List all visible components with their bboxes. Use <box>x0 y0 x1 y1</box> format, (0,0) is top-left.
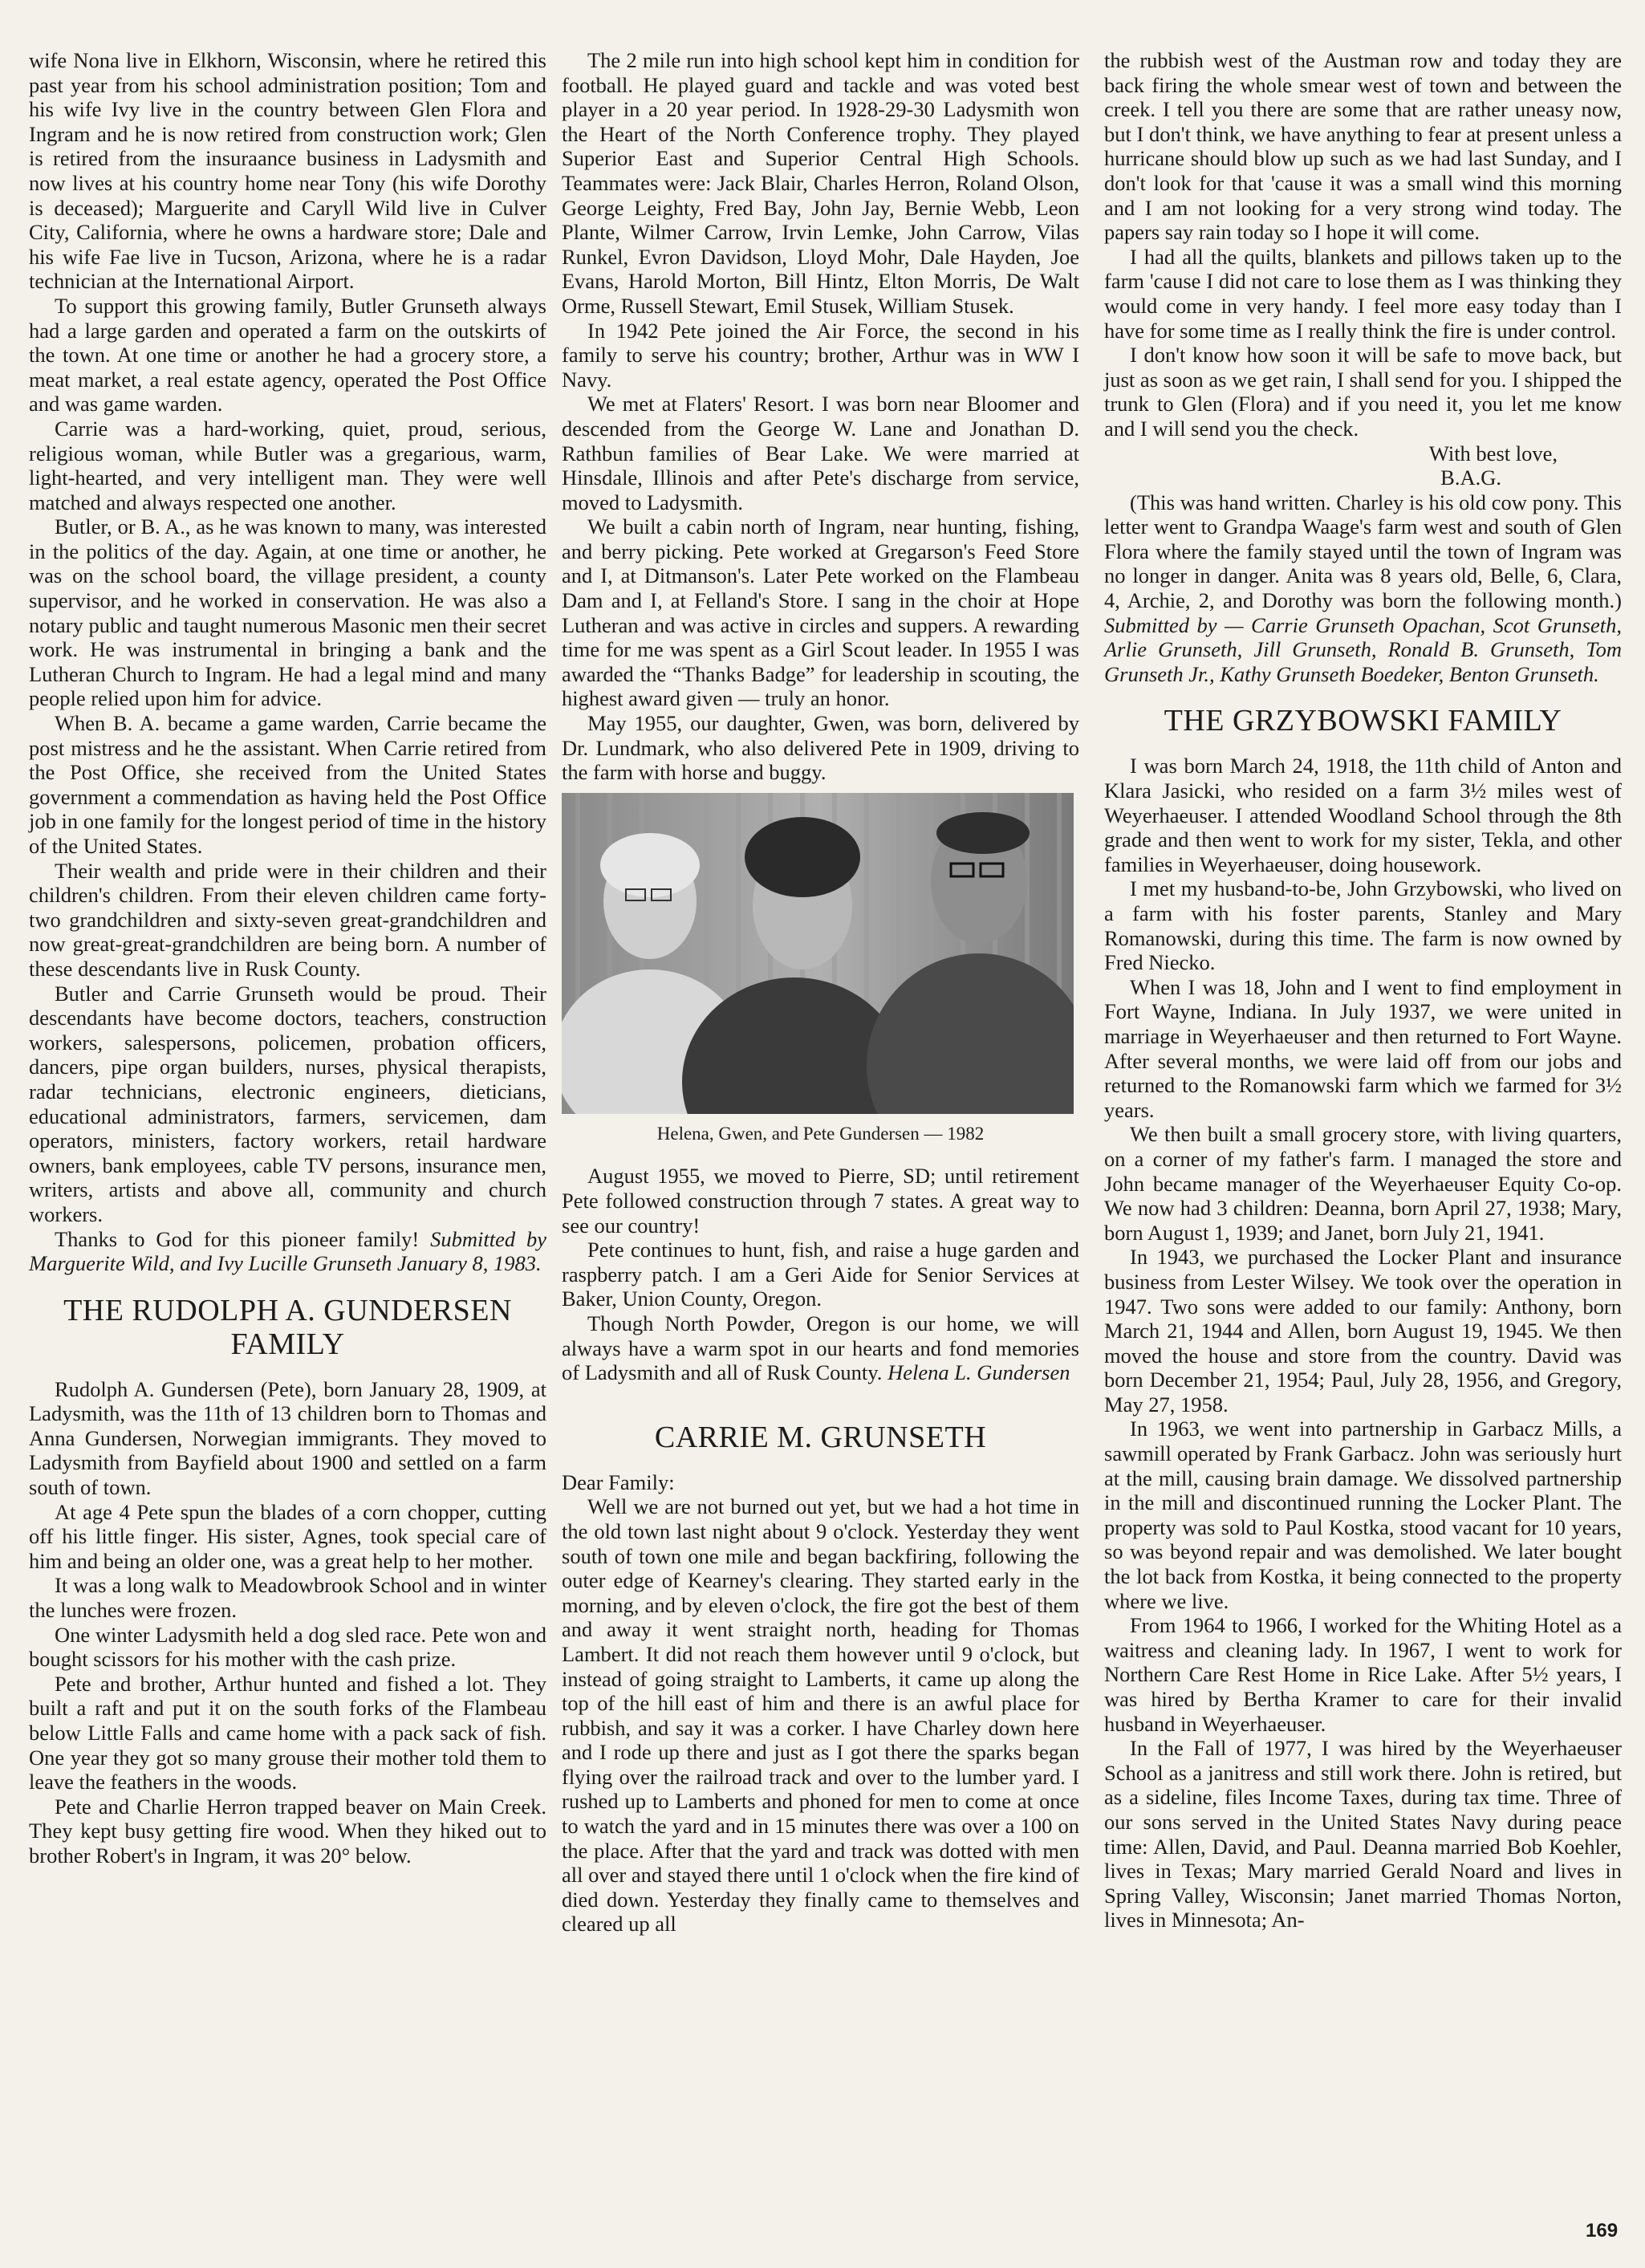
paragraph: To support this growing family, Butler Grunseth always had a large garden and operated a farm on the outskirts of the town. At one time or another he had a grocery store, a meat market, a real estate agency, operated the Post Office and was game warden. <box>29 293 546 417</box>
paragraph: Butler and Carrie Grunseth would be proud. Their descendants have become doctors, teachers, construction workers, salespersons, policemen, probation officers, dancers, pipe organ builders, nurses, physical therapists, radar technicians, electronic engineers, dieticians, educational administrators, farmers, servicemen, dam operators, ministers, factory workers, retail hardware owners, bank employees, cable TV persons, insurance men, writers, artists and above all, community and church workers. <box>29 981 546 1226</box>
paragraph: Butler, or B. A., as he was known to many, was interested in the politics of the day. Again, at one time or another, he was on the school board, the village president, a county supervisor, and he worked in conservation. He was also a notary public and taught numerous Masonic men their secret work. He was instrumental in bringing a bank and the Lutheran Church to Ingram. He had a legal mind and many people relied upon him for advice. <box>29 514 546 711</box>
paragraph: Carrie was a hard-working, quiet, proud, serious, religious woman, while Butler was a gregarious, warm, light-hearted, and very intelligent man. They were well matched and always respected one another. <box>29 416 546 514</box>
paragraph: We met at Flaters' Resort. I was born near Bloomer and descended from the George W. Lane and Jonathan D. Rathbun families of Bear Lake. We were married at Hinsdale, Illinois and after Pete's discharge from service, moved to Ladysmith. <box>562 392 1079 514</box>
paragraph: In 1963, we went into partnership in Garbacz Mills, a sawmill operated by Frank Garbacz. John was seriously hurt at the mill, causing brain damage. We dissolved partnership in the mill and discontinued running the Locker Plant. The property was sold to Paul Kostka, stood vacant for 10 years, so was beyond repair and was demolished. We later bought the lot back from Kostka, it being connected to the property where we live. <box>1104 1416 1622 1613</box>
paragraph: We then built a small grocery store, with living quarters, on a corner of my father's farm. I managed the store and John became manager of the Weyerhaeuser Equity Co-op. We now had 3 children: Deanna, born April 27, 1938; Mary, born August 1, 1939; and Janet, born July 21, 1941. <box>1104 1122 1622 1245</box>
paragraph: I met my husband-to-be, John Grzybowski, who lived on a farm with his foster parents, Stanley and Mary Romanowski, during this time. The farm is now owned by Fred Niecko. <box>1104 876 1622 975</box>
paragraph: I don't know how soon it will be safe to move back, but just as soon as we get rain, I shall send for you. I shipped the trunk to Glen (Flora) and if you need it, you let me know and I will send you the check. <box>1104 343 1622 441</box>
paragraph: Pete and brother, Arthur hunted and fished a lot. They built a raft and put it on the south forks of the Flambeau below Little Falls and came home with a pack sack of fish. One year they got so many grouse their mother told them to leave the feathers in the woods. <box>29 1671 546 1794</box>
photo-illustration <box>562 793 1074 1114</box>
paragraph: We built a cabin north of Ingram, near hunting, fishing, and berry picking. Pete worked at Gregarson's Feed Store and I, at Ditmanson's. Later Pete worked on the Flambeau Dam and I, at Felland's Store. I sang in the choir at Hope Lutheran and was active in circles and suppers. A rewarding time for me was spent as a Girl Scout leader. In 1955 I was awarded the “Thanks Badge” for leadership in scouting, the highest award given — truly an honor. <box>562 514 1079 711</box>
paragraph: In 1943, we purchased the Locker Plant and insurance business from Lester Wilsey. We took over the operation in 1947. Two sons were added to our family: Anthony, born March 21, 1944 and Allen, born August 19, 1945. We then moved the house and store from the country. David was born December 21, 1954; Paul, July 28, 1956, and Gregory, May 27, 1958. <box>1104 1245 1622 1416</box>
section-heading-grzybowski: THE GRZYBOWSKI FAMILY <box>1164 704 1562 738</box>
paragraph: One winter Ladysmith held a dog sled race. Pete won and bought scissors for his mother with the cash prize. <box>29 1622 546 1672</box>
paragraph: Rudolph A. Gundersen (Pete), born January 28, 1909, at Ladysmith, was the 11th of 13 children born to Thomas and Anna Gundersen, Norwegian immigrants. They moved to Ladysmith from Bayfield about 1900 and settled on a farm south of town. <box>29 1376 546 1500</box>
paragraph: I was born March 24, 1918, the 11th child of Anton and Klara Jasicki, who resided on a farm 3½ miles west of Weyerhaeuser. I attended Woodland School through the 8th grade and then went to work for my sister, Tekla, and other families in Weyerhaeuser, doing housework. <box>1104 754 1622 876</box>
column-left <box>29 48 546 1868</box>
paragraph: August 1955, we moved to Pierre, SD; until retirement Pete followed construction through 7 states. A great way to see our country! <box>562 1164 1079 1238</box>
paragraph-text: Thanks to God for this pioneer family! <box>55 1226 431 1251</box>
letter-signature: B.A.G. <box>1440 465 1501 490</box>
submission-credit: Helena L. Gundersen <box>887 1360 1070 1385</box>
column-right <box>1104 48 1622 1933</box>
paragraph <box>562 1311 1079 1385</box>
paragraph <box>1104 490 1622 687</box>
paragraph: the rubbish west of the Austman row and today they are back firing the whole smear west of town and between the creek. I tell you there are some that are rather uneasy now, but I don't think, we have anything to fear at present unless a hurricane should blow up such as we had last Sunday, and I don't look for that 'cause it was a small wind this morning and I am not looking for a very strong wind today. The papers say rain today so I hope it will come. <box>1104 48 1622 245</box>
paragraph: In the Fall of 1977, I was hired by the Weyerhaeuser School as a janitress and still work there. John is retired, but as a sideline, files Income Taxes, during tax time. Three of our sons served in the United States Navy during peace time: Allen, David, and Paul. Deanna married Bob Koehler, lives in Texas; Mary married Gerald Noard and lives in Spring Valley, Wisconsin; Janet married Thomas Norton, lives in Minnesota; An- <box>1104 1736 1622 1933</box>
section-heading-carrie: CARRIE M. GRUNSETH <box>654 1420 987 1454</box>
paragraph: Pete and Charlie Herron trapped beaver on Main Creek. They kept busy getting fire wood. When they hiked out to brother Robert's in Ingram, it was 20° below. <box>29 1794 546 1868</box>
submission-credit: Submitted by Marguerite Wild, and Ivy Lucille Grunseth January 8, 1983. <box>29 1226 546 1276</box>
paragraph-text: (This was hand written. Charley is his old cow pony. This letter went to Grandpa Waage's farm west and south of Glen Flora where the family stayed until the town of Ingram was no longer in danger. Anita was 8 years old, Belle, 6, Clara, 4, Archie, 2, and Dorothy was born the following month.) <box>1104 490 1622 613</box>
paragraph: The 2 mile run into high school kept him in condition for football. He played guard and tackle and was voted best player in a 20 year period. In 1928-29-30 Ladysmith won the Heart of the North Conference trophy. They played Superior East and Superior Central High Schools. Teammates were: Jack Blair, Charles Herron, Roland Olson, George Leighty, Fred Bay, John Jay, Bernie Webb, Leon Plante, Wilmer Carrow, Irvin Lemke, John Carrow, Vilas Runkel, Evron Davidson, Lloyd Mohr, Dale Hayden, Joe Evans, Harold Morton, Bill Hintz, Elton Morris, De Walt Orme, Russell Stewart, Emil Stusek, William Stusek. <box>562 48 1079 318</box>
paragraph: Well we are not burned out yet, but we had a hot time in the old town last night about 9 o'clock. Yesterday they went south of town one mile and began backfiring, following the outer edge of Kearney's clearing. They started early in the morning, and by eleven o'clock, the fire got the best of them and away it went straight north, heading for Thomas Lambert. It did not reach them however until 9 o'clock, but instead of going straight to Lamberts, it came up along the top of the hill east of him and there is an awful place for rubbish, and say it was a corker. I have Charley down here and I rode up there and just as I got there the sparks began flying over the railroad track and over to the lumber yard. I rushed up to Lamberts and phoned for men to come at once to watch the yard and in 15 minutes there was over a 100 on the place. After that the yard and track was dotted with men all over and stayed there until 1 o'clock when the fire kind of died down. Yesterday they finally came to themselves and cleared up all <box>562 1494 1079 1937</box>
family-photo <box>562 793 1074 1114</box>
paragraph: When I was 18, John and I went to find employment in Fort Wayne, Indiana. In July 1937, we were united in marriage in Weyerhaeuser and then returned to Fort Wayne. After several months, we were laid off from our jobs and returned to the Romanowski farm which we farmed for 3½ years. <box>1104 974 1622 1122</box>
letter-closing: With best love, <box>1428 441 1558 465</box>
section-heading-gundersen: THE RUDOLPH A. GUNDERSEN FAMILY <box>63 1293 512 1361</box>
letter-salutation: Dear Family: <box>562 1469 675 1494</box>
paragraph: I had all the quilts, blankets and pillows taken up to the farm 'cause I did not care to lose them as I was thinking they would come in very handy. I feel more easy today than I have for some time as I really think the fire is under control. <box>1104 244 1622 343</box>
paragraph: At age 4 Pete spun the blades of a corn chopper, cutting off his little finger. His sister, Agnes, took special care of him and being an older one, was a great help to her mother. <box>29 1499 546 1573</box>
paragraph: From 1964 to 1966, I worked for the Whiting Hotel as a waitress and cleaning lady. In 1967, I went to work for Northern Care Rest Home in Rice Lake. After 5½ years, I was hired by Bertha Kramer to care for their invalid husband in Weyerhaeuser. <box>1104 1613 1622 1736</box>
paragraph: When B. A. became a game warden, Carrie became the post mistress and he the assistant. When Carrie retired from the Post Office, she received from the United States government a commendation as having held the Post Office job in one family for the longest period of time in the history of the United States. <box>29 711 546 858</box>
paragraph: It was a long walk to Meadowbrook School and in winter the lunches were frozen. <box>29 1573 546 1623</box>
paragraph: Pete continues to hunt, fish, and raise a huge garden and raspberry patch. I am a Geri Aide for Senior Services at Baker, Union County, Oregon. <box>562 1238 1079 1311</box>
page-number: 169 <box>1586 2220 1619 2242</box>
column-middle <box>562 48 1079 1937</box>
paragraph: wife Nona live in Elkhorn, Wisconsin, where he retired this past year from his school administration position; Tom and his wife Ivy live in the country between Glen Flora and Ingram and he is now retired from construction work; Glen is retired from the insuraance business in Ladysmith and now lives at his country home near Tony (his wife Dorothy is deceased); Marguerite and Caryll Wild live in Culver City, California, where he owns a hardware store; Dale and his wife Fae live in Tucson, Arizona, where he is a radar technician at the International Airport. <box>29 48 546 294</box>
paragraph-text: Though North Powder, Oregon is our home, we will always have a warm spot in our hearts and fond memories of Ladysmith and all of Rusk County. <box>562 1311 1079 1385</box>
paragraph: In 1942 Pete joined the Air Force, the second in his family to serve his country; brother, Arthur was in WW I Navy. <box>562 318 1079 392</box>
paragraph: Their wealth and pride were in their children and their children's children. From their eleven children came forty-two grandchildren and sixty-seven great-grandchildren and now great-great-grandchildren are being born. A number of these descendants live in Rusk County. <box>29 858 546 981</box>
photo-caption: Helena, Gwen, and Pete Gundersen — 1982 <box>656 1123 985 1144</box>
submission-credit: Submitted by — Carrie Grunseth Opachan, Scot Grunseth, Arlie Grunseth, Jill Grunseth, Ronald B. Grunseth, Tom Grunseth Jr., Kathy Grunseth Boedeker, Benton Grunseth. <box>1104 612 1622 686</box>
paragraph <box>29 1227 546 1276</box>
paragraph: May 1955, our daughter, Gwen, was born, delivered by Dr. Lundmark, who also delivered Pete in 1909, driving to the farm with horse and buggy. <box>562 711 1079 785</box>
